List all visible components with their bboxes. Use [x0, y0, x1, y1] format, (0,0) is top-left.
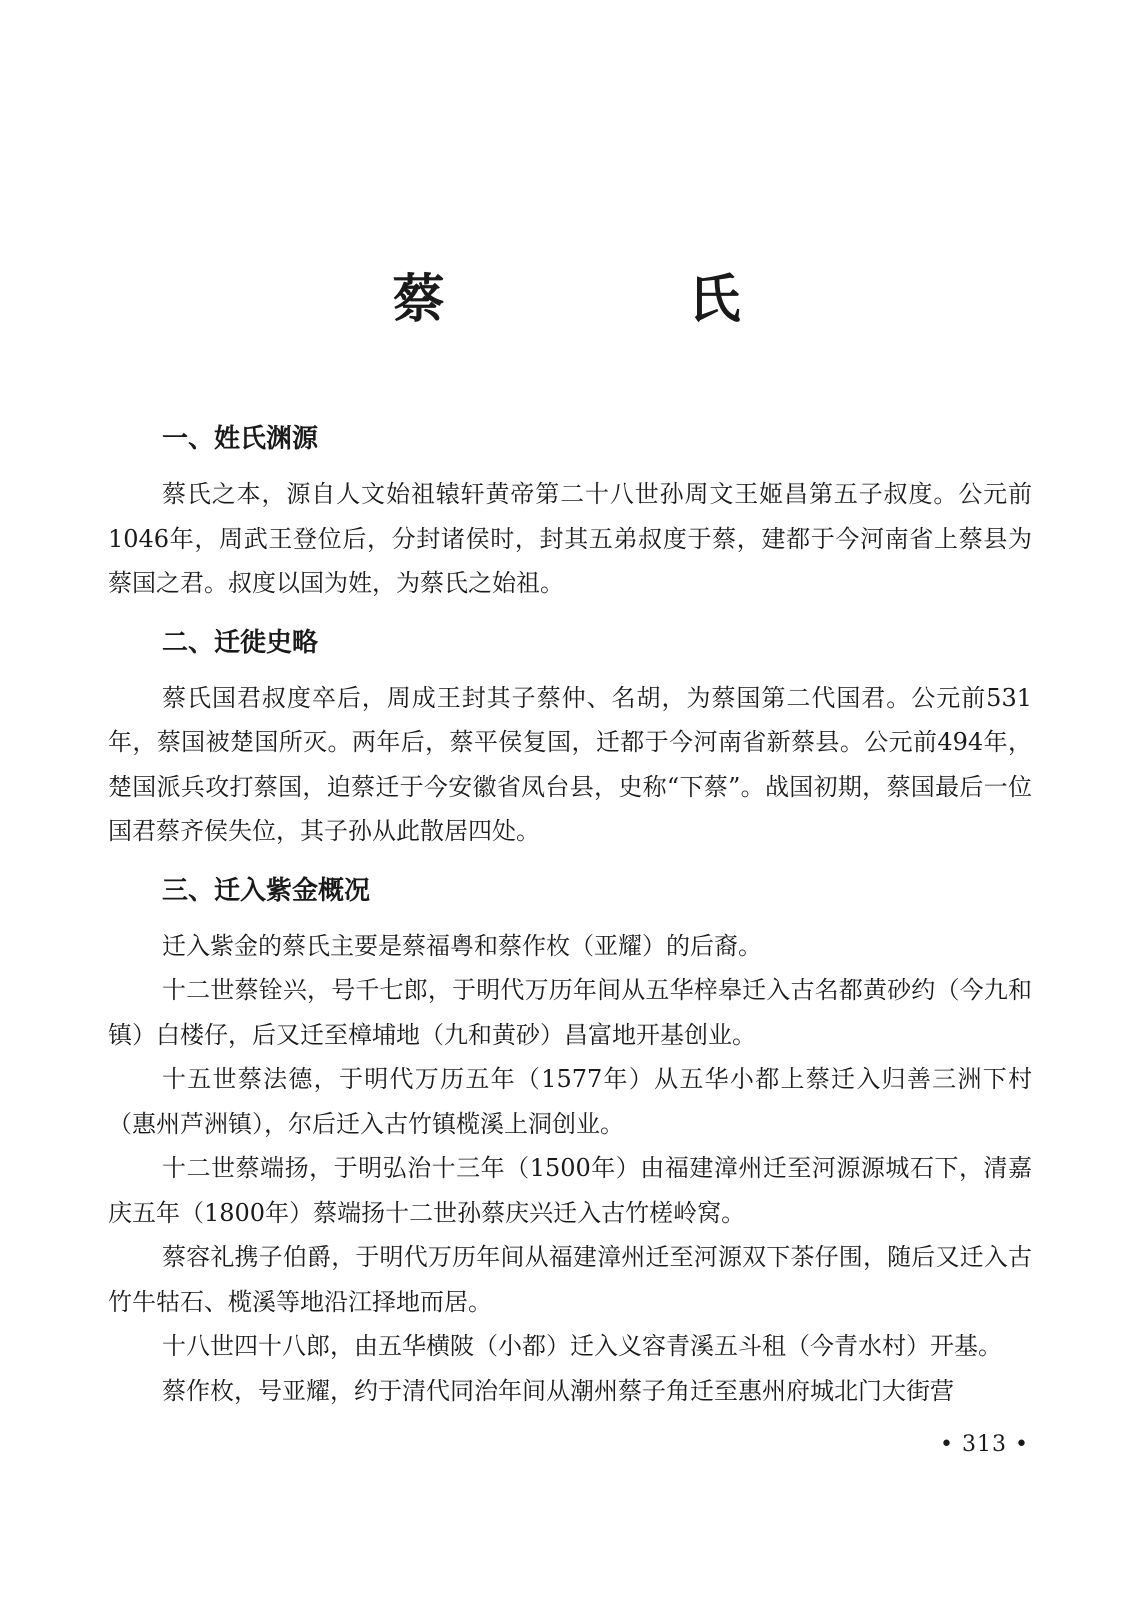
paragraph: 蔡作枚，号亚耀，约于清代同治年间从潮州蔡子角迁至惠州府城北门大街营 — [162, 1376, 954, 1405]
paragraph: 蔡氏国君叔度卒后，周成王封其子蔡仲、名胡，为蔡国第二代国君。公元前531年，蔡国被楚国所灭。两年后，蔡平侯复国，迁都于今河南省新蔡县。公元前494年，楚国派兵攻打蔡国，迫蔡迁于今安徽省凤台县，史称“下蔡”。战国初期，蔡国最后一位国君蔡齐侯失位，其子孙从此散居四处。 — [108, 683, 1032, 845]
paragraph: 十五世蔡法德，于明代万历五年（1577年）从五华小都上蔡迁入归善三洲下村（惠州芦洲镇），尔后迁入古竹镇榄溪上洞创业。 — [108, 1065, 1032, 1138]
section-heading: 一、姓氏渊源 — [162, 424, 319, 454]
paragraph: 十二世蔡铨兴，号千七郎，于明代万历年间从五华梓皋迁入古名都黄砂约（今九和镇）白楼仔，后又迁至樟埔地（九和黄砂）昌富地开基创业。 — [108, 976, 1032, 1049]
paragraph: 十二世蔡端扬，于明弘治十三年（1500年）由福建漳州迁至河源源城石下，清嘉庆五年（1800年）蔡端扬十二世孙蔡庆兴迁入古竹槎岭窝。 — [108, 1154, 1032, 1227]
section-zijin-overview — [108, 872, 1032, 1414]
paragraph: 蔡容礼携子伯爵，于明代万历年间从福建漳州迁至河源双下茶仔围，随后又迁入古竹牛牯石、榄溪等地沿江择地而居。 — [108, 1243, 1032, 1316]
section-heading: 三、迁入紫金概况 — [162, 875, 371, 906]
page-title: 蔡 氏 — [392, 269, 837, 330]
section-origin — [108, 420, 1032, 606]
paragraph: 十八世四十八郎，由五华横陂（小都）迁入义容青溪五斗租（今青水村）开基。 — [162, 1332, 1002, 1360]
section-migration-history — [108, 624, 1032, 854]
section-heading: 二、迁徙史略 — [162, 627, 319, 658]
paragraph: 迁入紫金的蔡氏主要是蔡福粤和蔡作枚（亚耀）的后裔。 — [162, 931, 762, 960]
page-number: • 313 • — [940, 1432, 1029, 1457]
paragraph: 蔡氏之本，源自人文始祖辕轩黄帝第二十八世孙周文王姬昌第五子叔度。公元前1046年，周武王登位后，分封诸侯时，封其五弟叔度于蔡，建都于今河南省上蔡县为蔡国之君。叔度以国为姓，为蔡氏之始祖。 — [108, 480, 1032, 597]
body-text — [108, 420, 1032, 1413]
